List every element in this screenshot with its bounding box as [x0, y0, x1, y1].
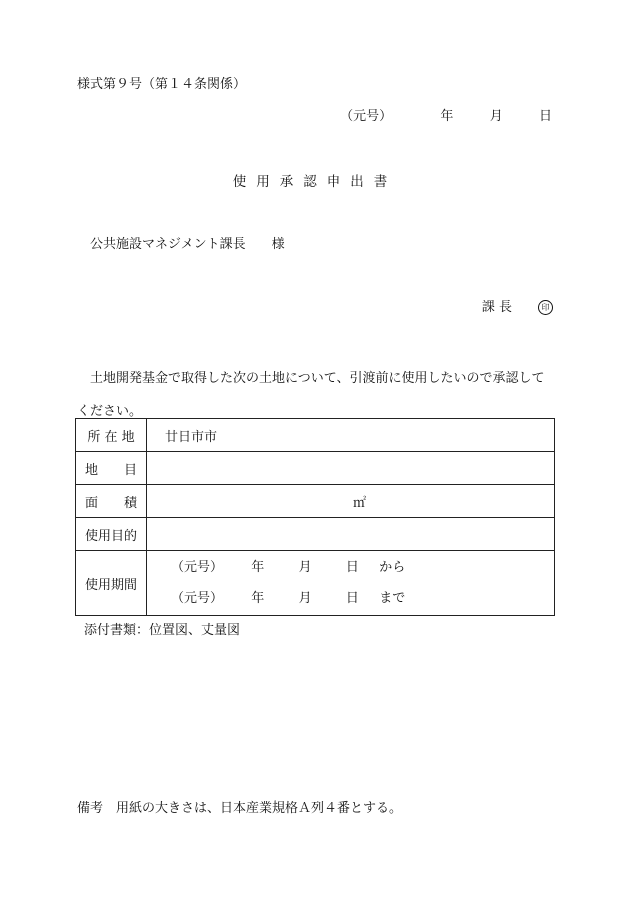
area-unit: ㎡ — [352, 495, 366, 511]
location-value: 廿日市市 — [147, 419, 555, 452]
attachments-note: 添付書類：位置図、丈量図 — [84, 623, 241, 638]
remarks-note: 備考 用紙の大きさは、日本産業規格Ａ列４番とする。 — [77, 801, 403, 816]
land-category-value — [147, 452, 555, 485]
date-day: 日 — [538, 109, 552, 124]
land-category-label: 地 目 — [76, 452, 147, 485]
period-value — [147, 551, 555, 616]
table-row — [76, 551, 555, 616]
period-to-era: （元号） — [171, 591, 224, 606]
table-row — [76, 518, 555, 551]
applicant — [482, 300, 553, 315]
period-from-day: 日 — [345, 560, 359, 575]
period-to-day: 日 — [345, 591, 359, 606]
document-title: 使用承認申出書 — [232, 174, 398, 190]
applicant-title: 課 長 — [481, 300, 512, 315]
table-row — [76, 419, 555, 452]
date-year: 年 — [440, 109, 454, 124]
submission-date — [340, 110, 552, 123]
period-from-suffix: から — [379, 560, 406, 575]
addressee-name: 公共施設マネジメント課長 — [90, 237, 246, 252]
period-to-month: 月 — [298, 591, 312, 606]
period-to — [147, 583, 554, 614]
period-to-suffix: まで — [379, 591, 406, 606]
period-to-year: 年 — [251, 591, 265, 606]
seal-icon: 印 — [538, 300, 553, 315]
period-from-era: （元号） — [171, 560, 224, 575]
period-from — [147, 552, 554, 583]
area-label: 面 積 — [76, 485, 147, 518]
form-number: 様式第９号（第１４条関係） — [77, 77, 247, 92]
table-row — [76, 452, 555, 485]
addressee — [90, 238, 285, 251]
period-from-year: 年 — [251, 560, 265, 575]
area-value — [147, 485, 555, 518]
period-from-month: 月 — [298, 560, 312, 575]
land-info-table — [75, 418, 555, 616]
purpose-label: 使用目的 — [76, 518, 147, 551]
location-label: 所 在 地 — [76, 419, 147, 452]
purpose-value — [147, 518, 555, 551]
date-month: 月 — [489, 109, 503, 124]
table-row — [76, 485, 555, 518]
period-label: 使用期間 — [76, 551, 147, 616]
date-era: （元号） — [340, 109, 393, 124]
body-text: 土地開発基金で取得した次の土地について、引渡前に使用したいので承認してください。 — [77, 371, 545, 419]
addressee-honorific: 様 — [271, 237, 285, 252]
